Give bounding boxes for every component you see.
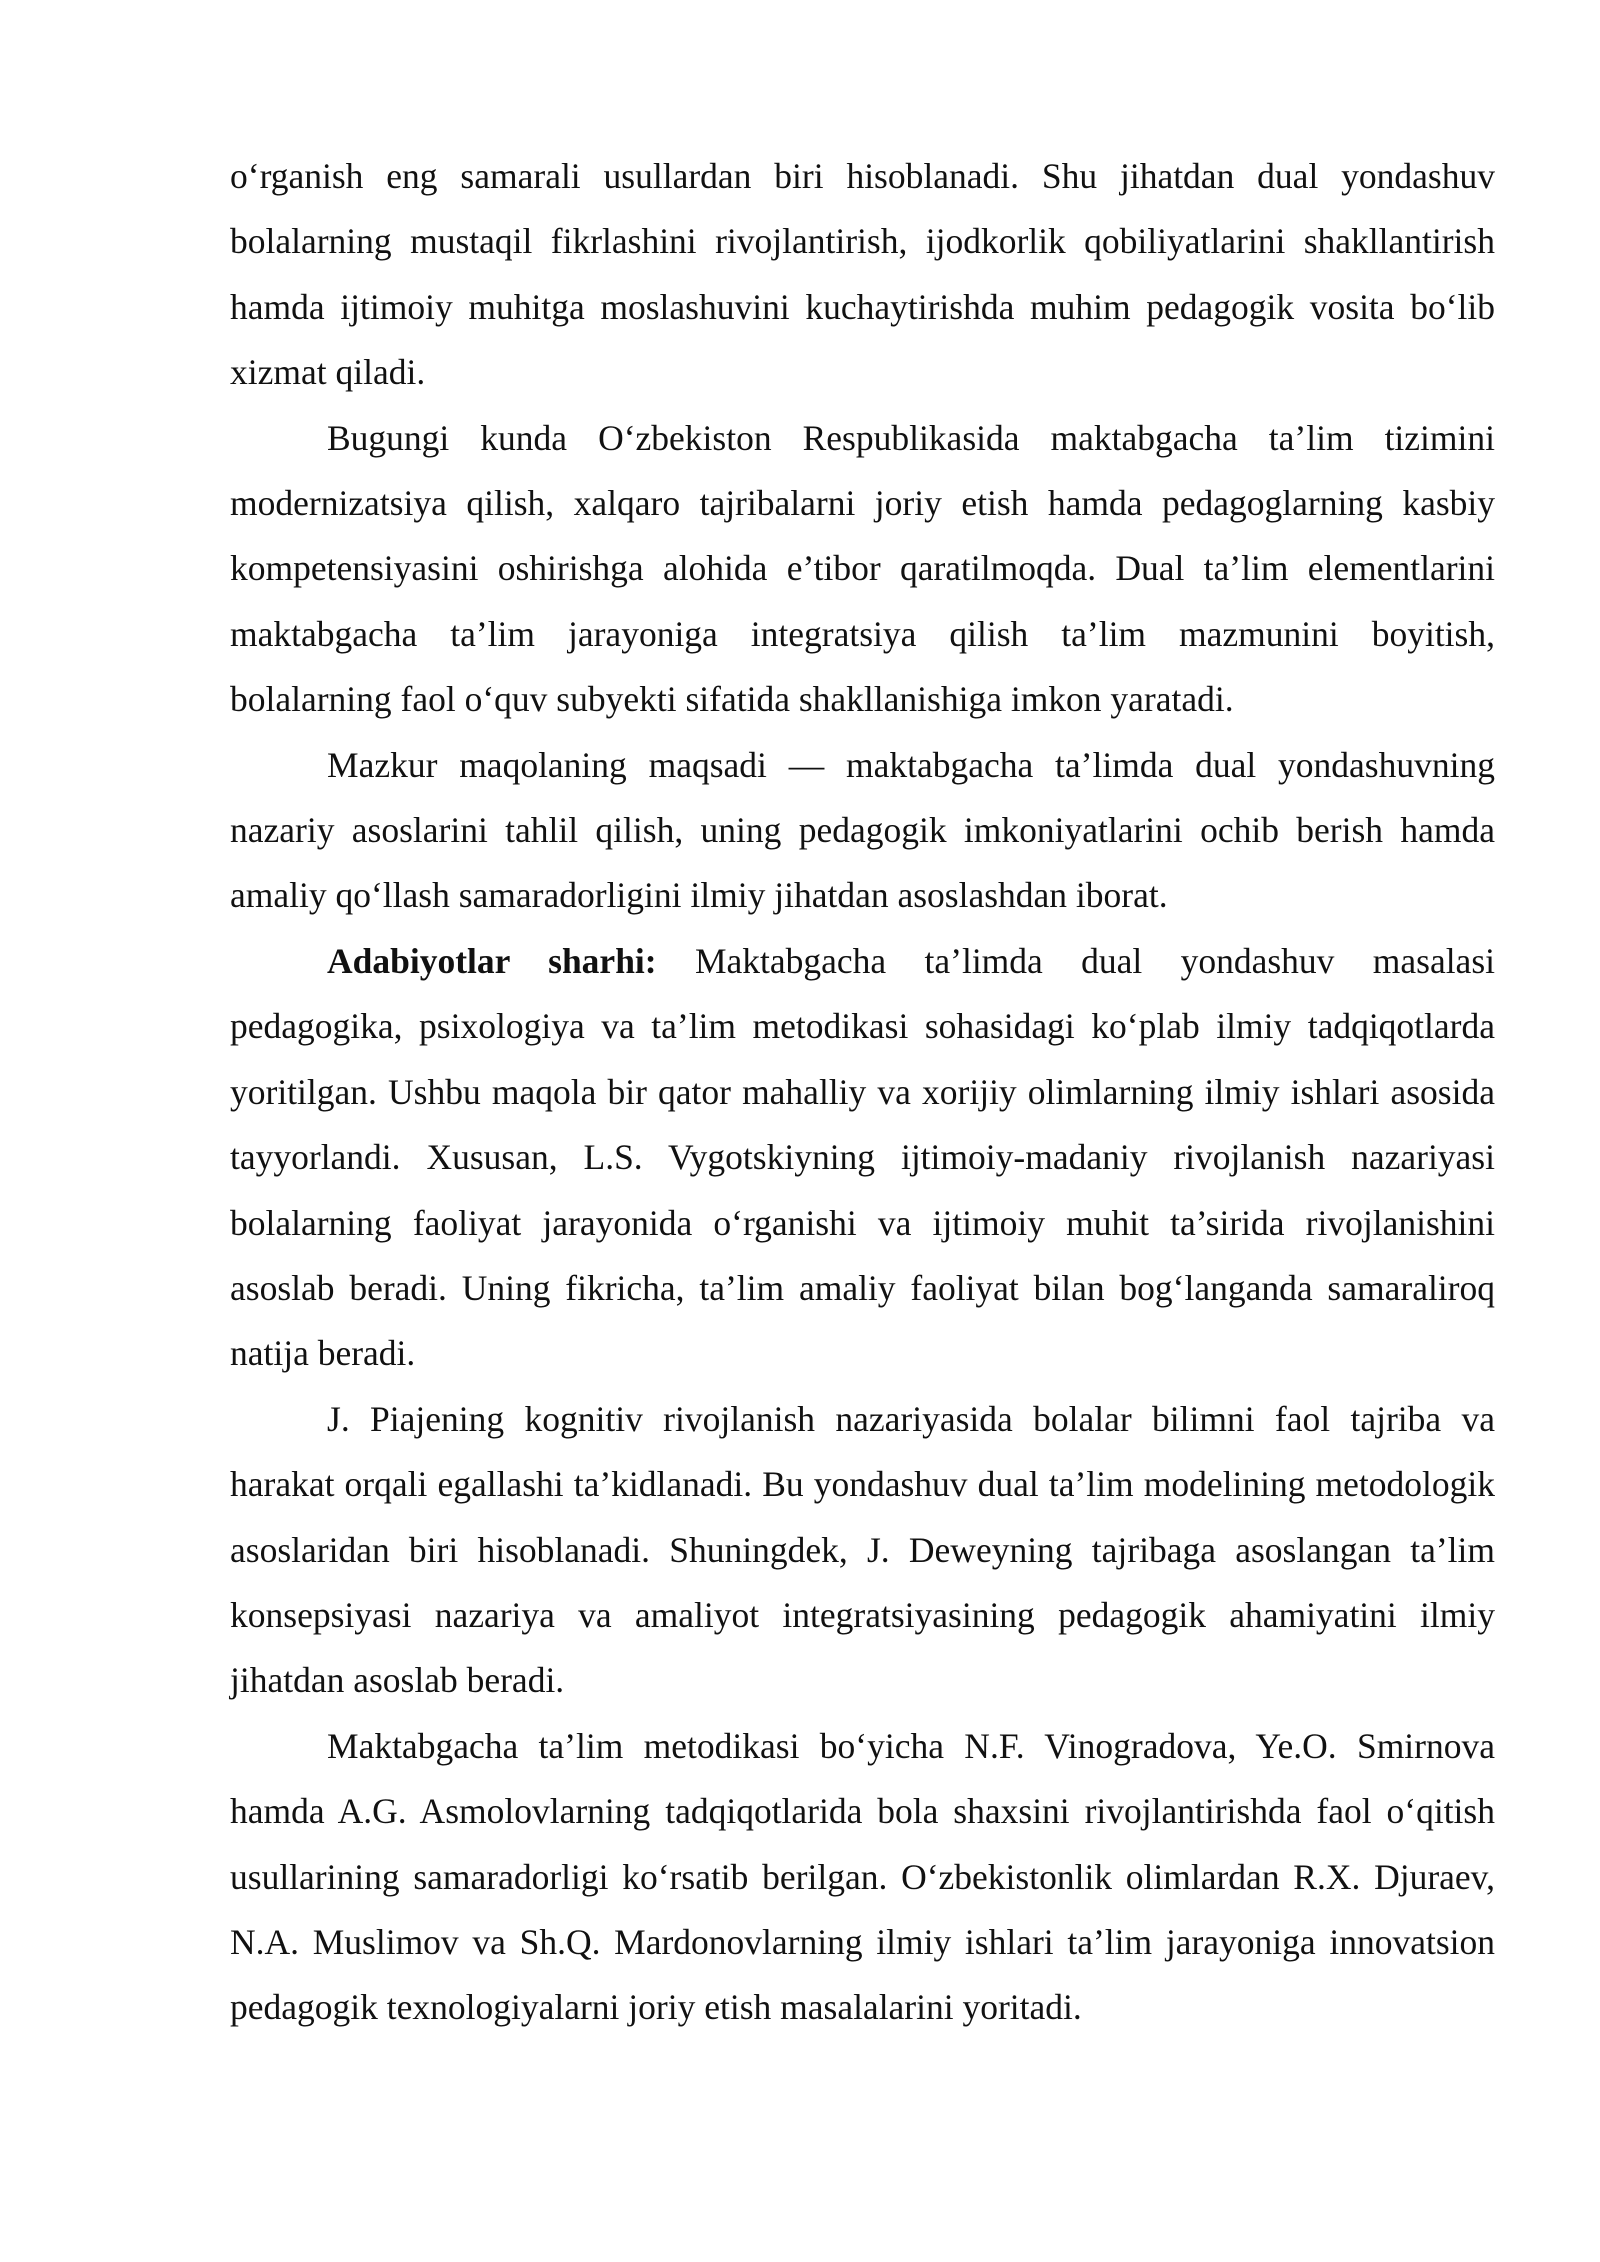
literature-review-heading: Adabiyotlar sharhi: <box>327 940 657 981</box>
paragraph-4-text: Maktabgacha ta’limda dual yondashuv masalasi pedagogika, psixologiya va ta’lim metodikasi sohasidagi ko‘plab ilmiy tadqiqotlarda yoritilgan. Ushbu maqola bir qator mahalliy va xorijiy olimlarning ilmiy ishlari asosida tayyorlandi. Xususan, L.S. Vygotskiyning ijtimoiy-madaniy rivojlanish nazariyasi bolalarning faoliyat jarayonida o‘rganishi va ijtimoiy muhit ta’sirida rivojlanishini asoslab beradi. Uning fikricha, ta’lim amaliy faoliyat bilan bog‘langanda samaraliroq natija beradi. <box>230 940 1495 1374</box>
paragraph-4 <box>230 929 1495 1387</box>
paragraph-6-text: Maktabgacha ta’lim metodikasi bo‘yicha N.F. Vinogradova, Ye.O. Smirnova hamda A.G. Asmolovlarning tadqiqotlarida bola shaxsini rivojlantirishda faol o‘qitish usullarining samaradorligi ko‘rsatib berilgan. O‘zbekistonlik olimlardan R.X. Djuraev, N.A. Muslimov va Sh.Q. Mardonovlarning ilmiy ishlari ta’lim jarayoniga innovatsion pedagogik texnologiyalarni joriy etish masalalarini yoritadi. <box>230 1725 1495 2028</box>
paragraph-2 <box>230 406 1495 733</box>
paragraph-5-text: J. Piajening kognitiv rivojlanish nazariyasida bolalar bilimni faol tajriba va harakat orqali egallashi ta’kidlanadi. Bu yondashuv dual ta’lim modelining metodologik asoslaridan biri hisoblanadi. Shuningdek, J. Deweyning tajribaga asoslangan ta’lim konsepsiyasi nazariya va amaliyot integratsiyasining pedagogik ahamiyatini ilmiy jihatdan asoslab beradi. <box>230 1398 1495 1701</box>
paragraph-3 <box>230 733 1495 929</box>
paragraph-2-text: Bugungi kunda O‘zbekiston Respublikasida maktabgacha ta’lim tizimini modernizatsiya qilish, xalqaro tajribalarni joriy etish hamda pedagoglarning kasbiy kompetensiyasini oshirishga alohida e’tibor qaratilmoqda. Dual ta’lim elementlarini maktabgacha ta’lim jarayoniga integratsiya qilish ta’lim mazmunini boyitish, bolalarning faol o‘quv subyekti sifatida shakllanishiga imkon yaratadi. <box>230 417 1495 720</box>
paragraph-5 <box>230 1387 1495 1714</box>
paragraph-3-text: Mazkur maqolaning maqsadi — maktabgacha ta’limda dual yondashuvning nazariy asoslarini tahlil qilish, uning pedagogik imkoniyatlarini ochib berish hamda amaliy qo‘llash samaradorligini ilmiy jihatdan asoslashdan iborat. <box>230 744 1495 916</box>
document-body <box>230 144 1495 2041</box>
paragraph-1 <box>230 144 1495 406</box>
paragraph-1-text: o‘rganish eng samarali usullardan biri hisoblanadi. Shu jihatdan dual yondashuv bolalarning mustaqil fikrlashini rivojlantirish, ijodkorlik qobiliyatlarini shakllantirish hamda ijtimoiy muhitga moslashuvini kuchaytirishda muhim pedagogik vosita bo‘lib xizmat qiladi. <box>230 156 1495 393</box>
paragraph-6 <box>230 1714 1495 2041</box>
